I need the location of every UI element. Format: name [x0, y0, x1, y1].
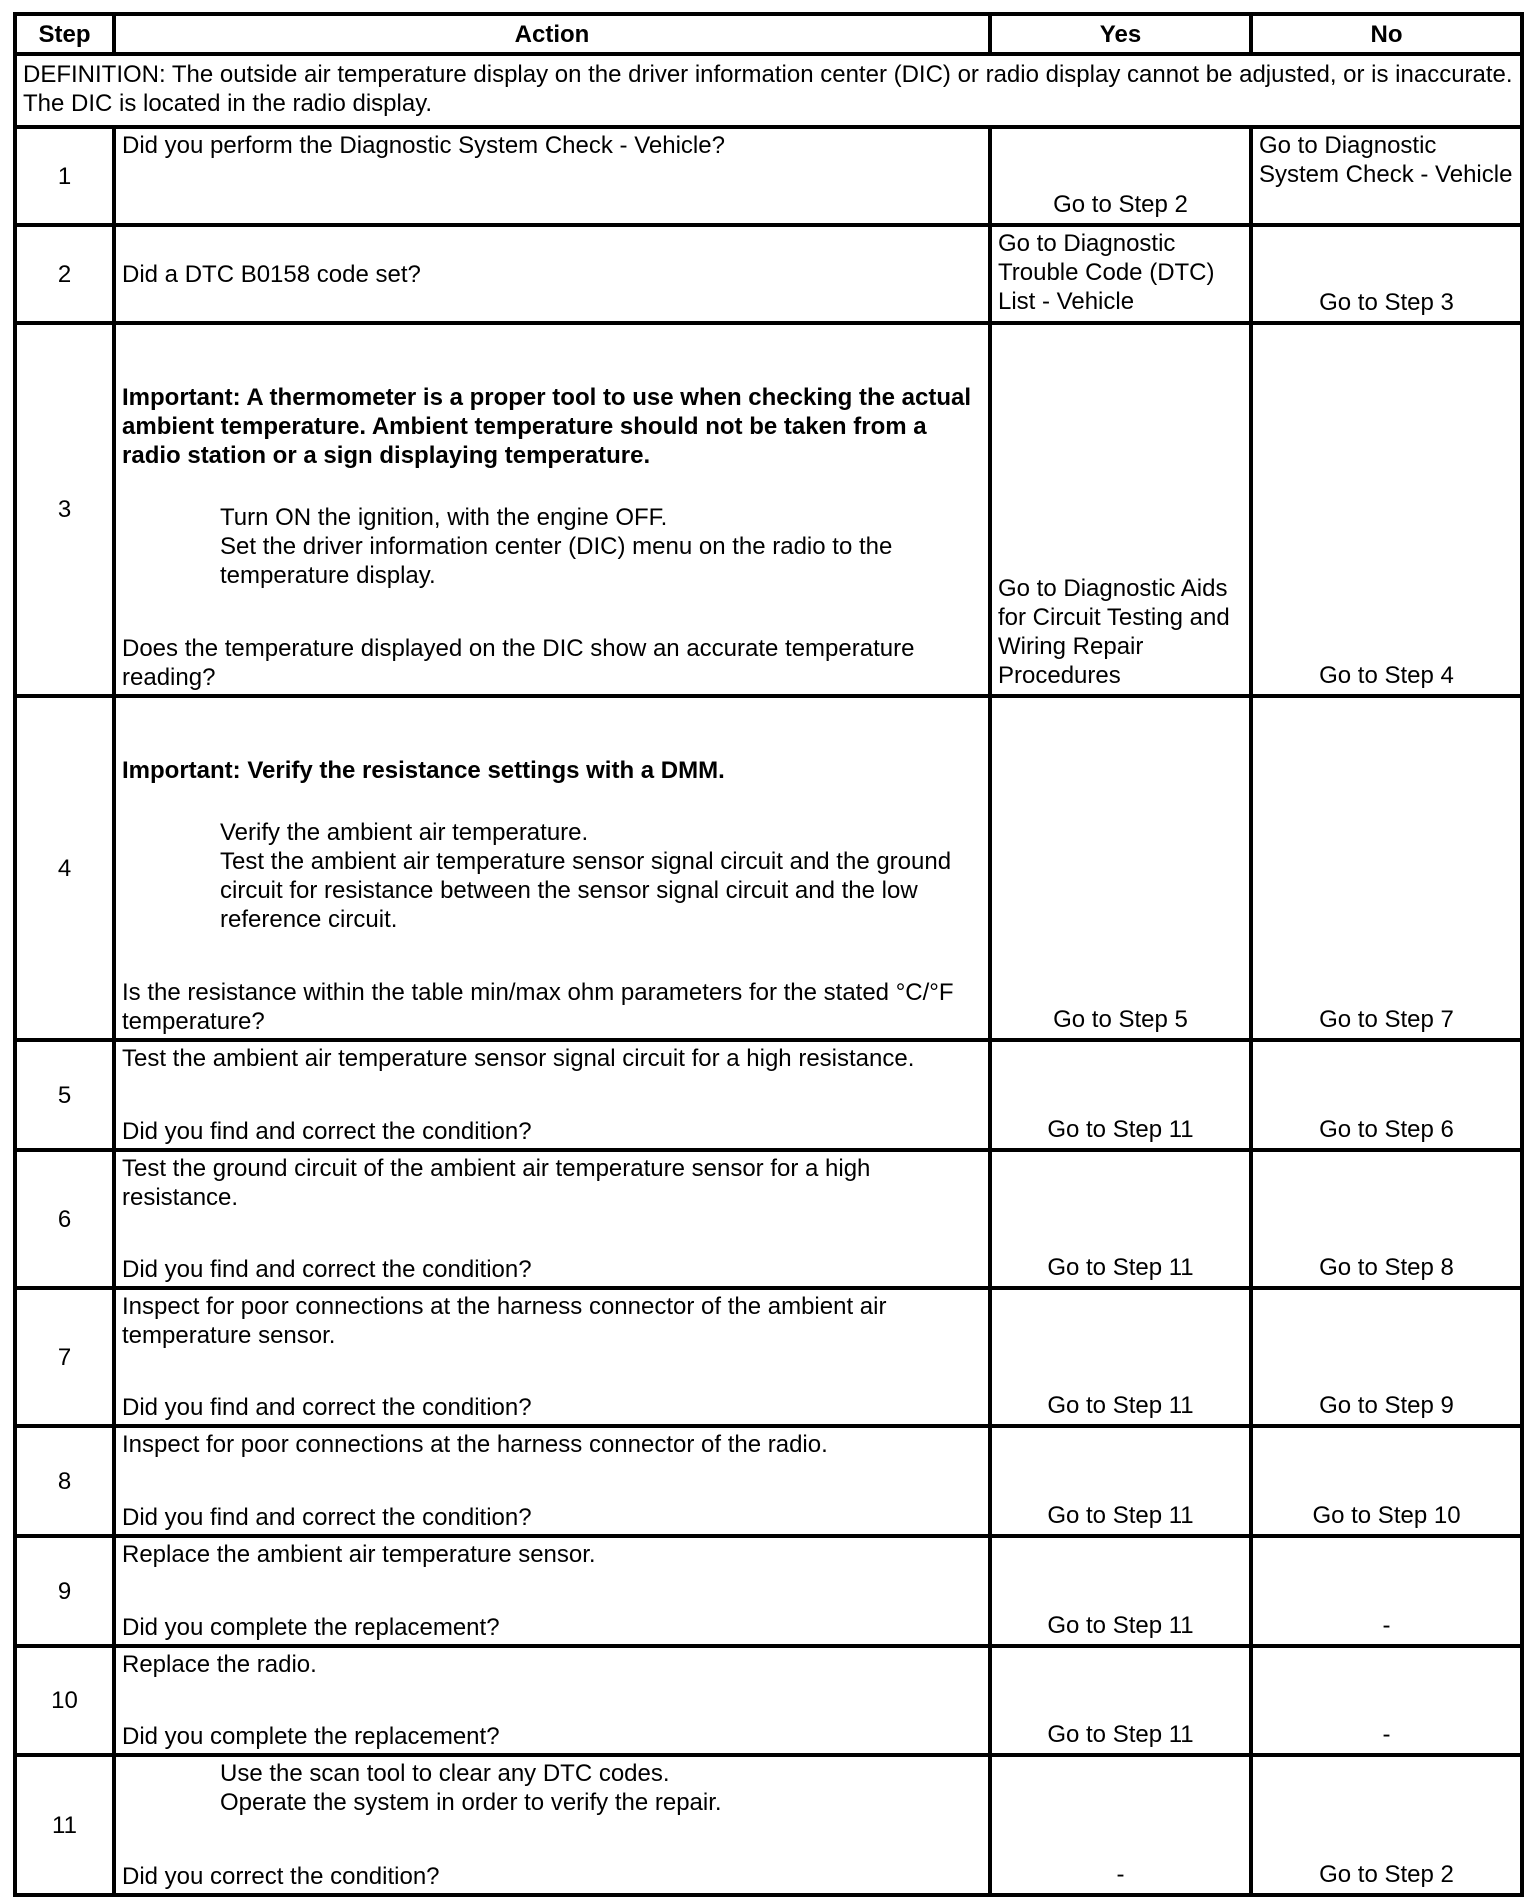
action-cell — [114, 323, 990, 696]
step-number: 7 — [15, 1288, 114, 1426]
action-cell — [114, 1755, 990, 1895]
header-no: No — [1251, 14, 1522, 54]
yes-answer-link[interactable]: Go to Step 11 — [1047, 1116, 1194, 1143]
no-answer-link[interactable]: Go to Step 3 — [1319, 289, 1454, 316]
diagnostic-table — [13, 12, 1524, 1897]
yes-answer-link[interactable]: Go to Step 11 — [1047, 1721, 1194, 1748]
step-number: 8 — [15, 1426, 114, 1536]
action-cell — [114, 1426, 990, 1536]
action-cell — [114, 1040, 990, 1150]
definition-text: DEFINITION: The outside air temperature display on the driver information center (DIC) or radio display cannot be adjusted, or is inaccurate. The DIC is located in the radio display. — [15, 54, 1522, 127]
step-number: 2 — [15, 225, 114, 323]
step-number: 10 — [15, 1646, 114, 1755]
table-row — [15, 127, 1522, 225]
table-row — [15, 1288, 1522, 1426]
table-row — [15, 1536, 1522, 1646]
yes-cell — [990, 1426, 1251, 1536]
no-answer-link[interactable]: Go to Step 9 — [1319, 1392, 1454, 1419]
yes-cell — [990, 323, 1251, 696]
step-action: Replace the ambient air temperature sensor. — [122, 1541, 596, 1568]
instruction-item: Use the scan tool to clear any DTC codes. — [220, 1760, 670, 1787]
yes-cell — [990, 1536, 1251, 1646]
instruction-item: Operate the system in order to verify the repair. — [220, 1789, 722, 1816]
yes-answer-link[interactable]: Go to Step 2 — [1053, 191, 1188, 218]
important-note: Important: Verify the resistance settings with a DMM. — [122, 757, 725, 784]
no-cell — [1251, 1536, 1522, 1646]
step-number: 11 — [15, 1755, 114, 1895]
step-question: Did you find and correct the condition? — [122, 1256, 532, 1283]
step-number: 9 — [15, 1536, 114, 1646]
no-cell — [1251, 127, 1522, 225]
important-note: Important: A thermometer is a proper tool to use when checking the actual ambient temperature. Ambient temperature should not be taken from a radio station or a sign displaying temperature. — [122, 384, 972, 469]
step-question: Did you find and correct the condition? — [122, 1394, 532, 1421]
no-answer-link[interactable]: Go to Diagnostic System Check - Vehicle — [1259, 132, 1513, 188]
action-cell — [114, 1646, 990, 1755]
yes-answer-link[interactable]: Go to Step 5 — [1053, 1006, 1188, 1033]
table-row — [15, 225, 1522, 323]
step-question: Did you find and correct the condition? — [122, 1118, 532, 1145]
no-cell — [1251, 1288, 1522, 1426]
step-question: Did you complete the replacement? — [122, 1614, 500, 1641]
step-action: Replace the radio. — [122, 1651, 317, 1678]
header-action: Action — [114, 14, 990, 54]
step-action: Inspect for poor connections at the harness connector of the radio. — [122, 1431, 828, 1458]
no-answer-link[interactable]: Go to Step 4 — [1319, 662, 1454, 689]
yes-cell — [990, 1040, 1251, 1150]
step-number: 4 — [15, 696, 114, 1040]
yes-answer-link[interactable]: Go to Diagnostic Trouble Code (DTC) List - Vehicle — [998, 230, 1215, 315]
table-row — [15, 323, 1522, 696]
yes-cell — [990, 1288, 1251, 1426]
step-question: Does the temperature displayed on the DIC show an accurate temperature reading? — [122, 635, 915, 691]
no-answer-link[interactable]: Go to Step 7 — [1319, 1006, 1454, 1033]
table-row — [15, 1646, 1522, 1755]
table-row — [15, 1040, 1522, 1150]
no-answer-link[interactable]: Go to Step 6 — [1319, 1116, 1454, 1143]
step-question: Did you find and correct the condition? — [122, 1504, 532, 1531]
no-cell — [1251, 1426, 1522, 1536]
yes-cell — [990, 127, 1251, 225]
action-cell — [114, 225, 990, 323]
step-number: 1 — [15, 127, 114, 225]
step-question: Did you correct the condition? — [122, 1863, 440, 1890]
yes-answer-value: - — [1116, 1861, 1125, 1888]
instruction-item: Verify the ambient air temperature. — [220, 819, 589, 846]
yes-cell — [990, 1646, 1251, 1755]
yes-cell — [990, 225, 1251, 323]
no-cell — [1251, 1646, 1522, 1755]
step-number: 5 — [15, 1040, 114, 1150]
step-number: 6 — [15, 1150, 114, 1288]
instruction-item: Set the driver information center (DIC) menu on the radio to the temperature display. — [220, 533, 893, 589]
yes-answer-link[interactable]: Go to Diagnostic Aids for Circuit Testing and Wiring Repair Procedures — [998, 575, 1230, 689]
no-cell — [1251, 1040, 1522, 1150]
no-answer-value: - — [1382, 1721, 1391, 1748]
no-cell — [1251, 225, 1522, 323]
step-question: Did you complete the replacement? — [122, 1723, 500, 1750]
action-cell — [114, 1150, 990, 1288]
no-answer-link[interactable]: Go to Step 10 — [1312, 1502, 1461, 1529]
yes-cell — [990, 696, 1251, 1040]
yes-cell — [990, 1150, 1251, 1288]
instruction-item: Test the ambient air temperature sensor signal circuit and the ground circuit for resistance between the sensor signal circuit and the low reference circuit. — [220, 848, 952, 933]
table-row — [15, 1755, 1522, 1895]
no-cell — [1251, 696, 1522, 1040]
step-question: Is the resistance within the table min/max ohm parameters for the stated °C/°F temperature? — [122, 979, 954, 1035]
step-number: 3 — [15, 323, 114, 696]
yes-answer-link[interactable]: Go to Step 11 — [1047, 1254, 1194, 1281]
header-step: Step — [15, 14, 114, 54]
no-cell — [1251, 323, 1522, 696]
no-answer-value: - — [1382, 1612, 1391, 1639]
step-action: Inspect for poor connections at the harness connector of the ambient air temperature sensor. — [122, 1293, 887, 1349]
action-cell — [114, 696, 990, 1040]
table-row — [15, 1150, 1522, 1288]
no-answer-link[interactable]: Go to Step 2 — [1319, 1861, 1454, 1888]
action-cell — [114, 1536, 990, 1646]
yes-answer-link[interactable]: Go to Step 11 — [1047, 1612, 1194, 1639]
step-question: Did you perform the Diagnostic System Check - Vehicle? — [122, 132, 725, 159]
table-row — [15, 696, 1522, 1040]
yes-answer-link[interactable]: Go to Step 11 — [1047, 1392, 1194, 1419]
instruction-item: Turn ON the ignition, with the engine OFF. — [220, 504, 668, 531]
no-answer-link[interactable]: Go to Step 8 — [1319, 1254, 1454, 1281]
header-yes: Yes — [990, 14, 1251, 54]
table-row — [15, 1426, 1522, 1536]
step-action: Test the ground circuit of the ambient air temperature sensor for a high resistance. — [122, 1155, 871, 1211]
definition-row — [15, 54, 1522, 127]
no-cell — [1251, 1755, 1522, 1895]
step-question: Did a DTC B0158 code set? — [122, 260, 421, 288]
no-cell — [1251, 1150, 1522, 1288]
step-action: Test the ambient air temperature sensor signal circuit for a high resistance. — [122, 1045, 915, 1072]
yes-cell — [990, 1755, 1251, 1895]
action-cell — [114, 127, 990, 225]
header-row — [15, 14, 1522, 54]
yes-answer-link[interactable]: Go to Step 11 — [1047, 1502, 1194, 1529]
action-cell — [114, 1288, 990, 1426]
